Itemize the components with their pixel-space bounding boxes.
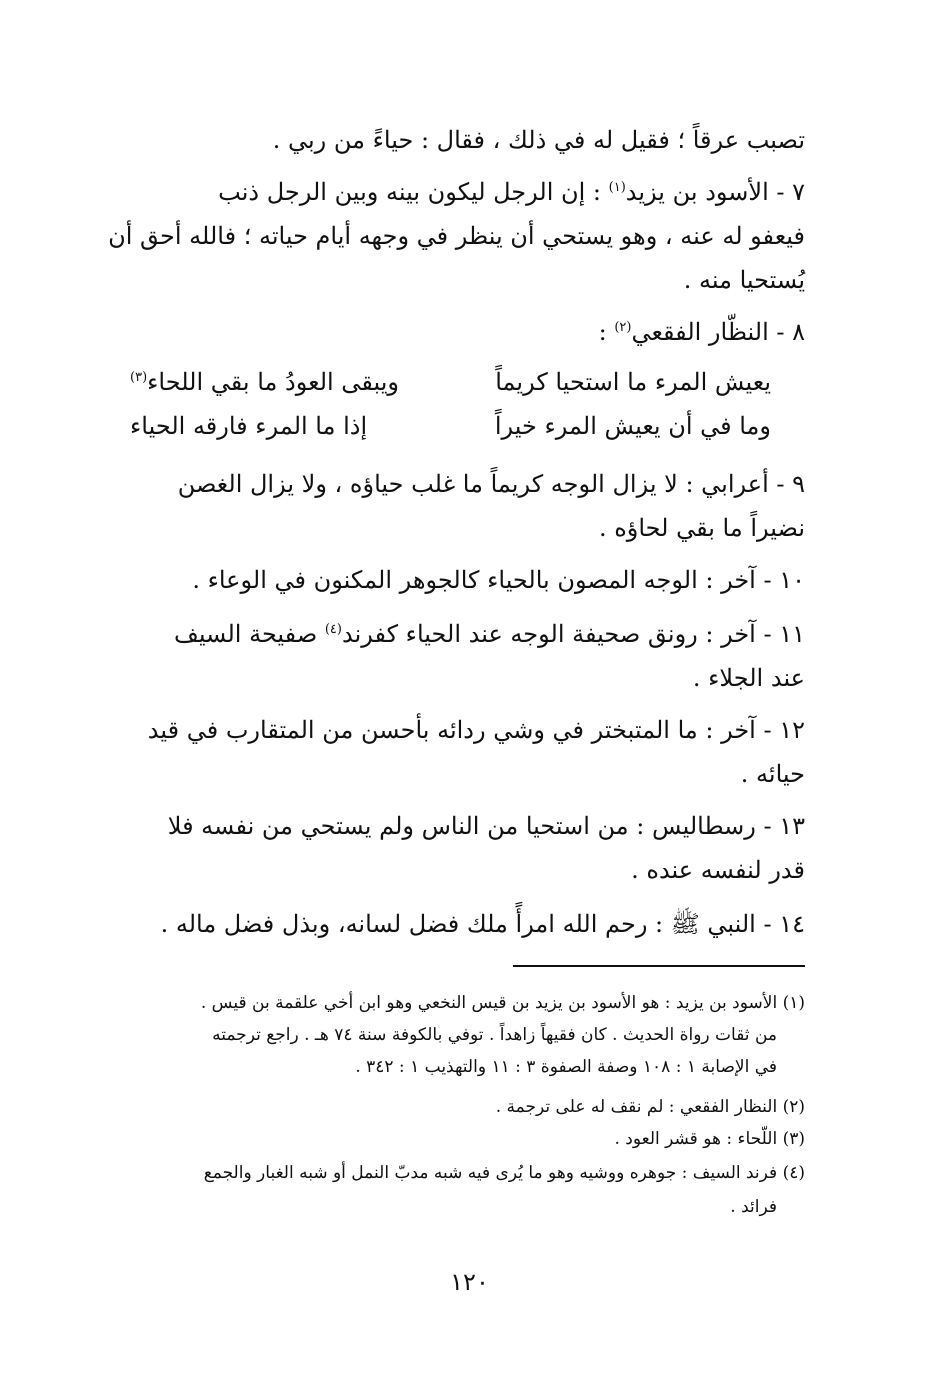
- paragraph-7-line-3: يُستحيا منه .: [683, 266, 805, 294]
- verse-1-first-hemistich: يعيش المرء ما استحيا كريماً: [495, 368, 771, 396]
- footnote-ref-4: (٤): [324, 622, 342, 637]
- footnote-separator: [513, 965, 805, 967]
- footnote-1-line-1: (١) الأسود بن يزيد : هو الأسود بن يزيد بن قيس النخعي وهو ابن أخي علقمة بن قيس .: [200, 993, 805, 1013]
- paragraph-9-line-2: نضيراً ما بقي لحاؤه .: [598, 514, 805, 542]
- paragraph-11-line-1: [96, 612, 805, 656]
- paragraph-13-line-2: قدر لنفسه عنده .: [631, 856, 805, 884]
- paragraph-7-line-2: فيعفو له عنه ، وهو يستحي أن ينظر في وجهه أيام حياته ؛ فالله أحق أن: [108, 222, 805, 250]
- footnote-4-line-1: (٤) فرند السيف : جوهره ووشيه وهو ما يُرى فيه شبه مدبّ النمل أو شبه الغبار والجمع: [203, 1163, 805, 1183]
- text-line-1: تصبب عرقاً ؛ فقيل له في ذلك ، فقال : حياءً من ربي .: [272, 126, 805, 154]
- footnote-3: (٣) اللّحاء : هو قشر العود .: [614, 1129, 805, 1149]
- paragraph-12-line-1: ١٢ - آخر : ما المتبختر في وشي ردائه بأحسن من المتقارب في قيد: [147, 716, 805, 744]
- paragraph-9-line-1: ٩ - أعرابي : لا يزال الوجه كريماً ما غلب حياؤه ، ولا يزال الغصن: [177, 470, 805, 498]
- footnote-ref-2: (٢): [614, 320, 632, 335]
- paragraph-11-text-a: ١١ - آخر : رونق صحيفة الوجه عند الحياء كفرند: [341, 620, 805, 648]
- footnote-2: (٢) النظار الفقعي : لم نقف له على ترجمة .: [495, 1097, 805, 1117]
- paragraph-8-heading: ٨ - النظّار الفقعي: [631, 318, 805, 346]
- paragraph-7-heading: ٧ - الأسود بن يزيد: [625, 178, 805, 206]
- paragraph-11-text-b: صفيحة السيف: [173, 620, 325, 648]
- footnote-4-line-2: فرائد .: [730, 1197, 777, 1217]
- paragraph-14: ١٤ - النبي ﷺ : رحم الله امرأً ملك فضل لسانه، وبذل فضل ماله .: [160, 910, 805, 938]
- footnote-1-line-2: من ثقات رواة الحديث . كان فقيهاً زاهداً . توفي بالكوفة سنة ٧٤ هـ . راجع ترجمته: [212, 1025, 777, 1045]
- paragraph-10: ١٠ - آخر : الوجه المصون بالحياء كالجوهر المكنون في الوعاء .: [192, 566, 805, 594]
- paragraph-7-text: : إن الرجل ليكون بينه وبين الرجل ذنب: [218, 178, 609, 206]
- verse-2-second-hemistich: إذا ما المرء فارقه الحياء: [130, 412, 368, 440]
- paragraph-13-line-1: ١٣ - رسطاليس : من استحيا من الناس ولم يستحي من نفسه فلا: [167, 812, 805, 840]
- footnote-1-line-3: في الإصابة ١ : ١٠٨ وصفة الصفوة ٣ : ١١ والتهذيب ١ : ٣٤٢ .: [355, 1057, 777, 1077]
- verse-1-second-hemistich: [130, 360, 399, 404]
- page-number: ١٢٠: [450, 1268, 489, 1296]
- verse-2-first-hemistich: وما في أن يعيش المرء خيراً: [494, 412, 771, 440]
- paragraph-12-line-2: حيائه .: [740, 760, 805, 788]
- paragraph-11-line-2: عند الجلاء .: [692, 664, 805, 692]
- paragraph-7-line-1: [96, 170, 805, 214]
- verse-1-second-text: ويبقى العودُ ما بقي اللحاء: [147, 368, 399, 396]
- paragraph-8-line-1: [96, 310, 805, 354]
- footnote-ref-1: (١): [608, 180, 626, 195]
- paragraph-8-colon: :: [598, 318, 615, 346]
- footnote-ref-3: (٣): [130, 370, 148, 385]
